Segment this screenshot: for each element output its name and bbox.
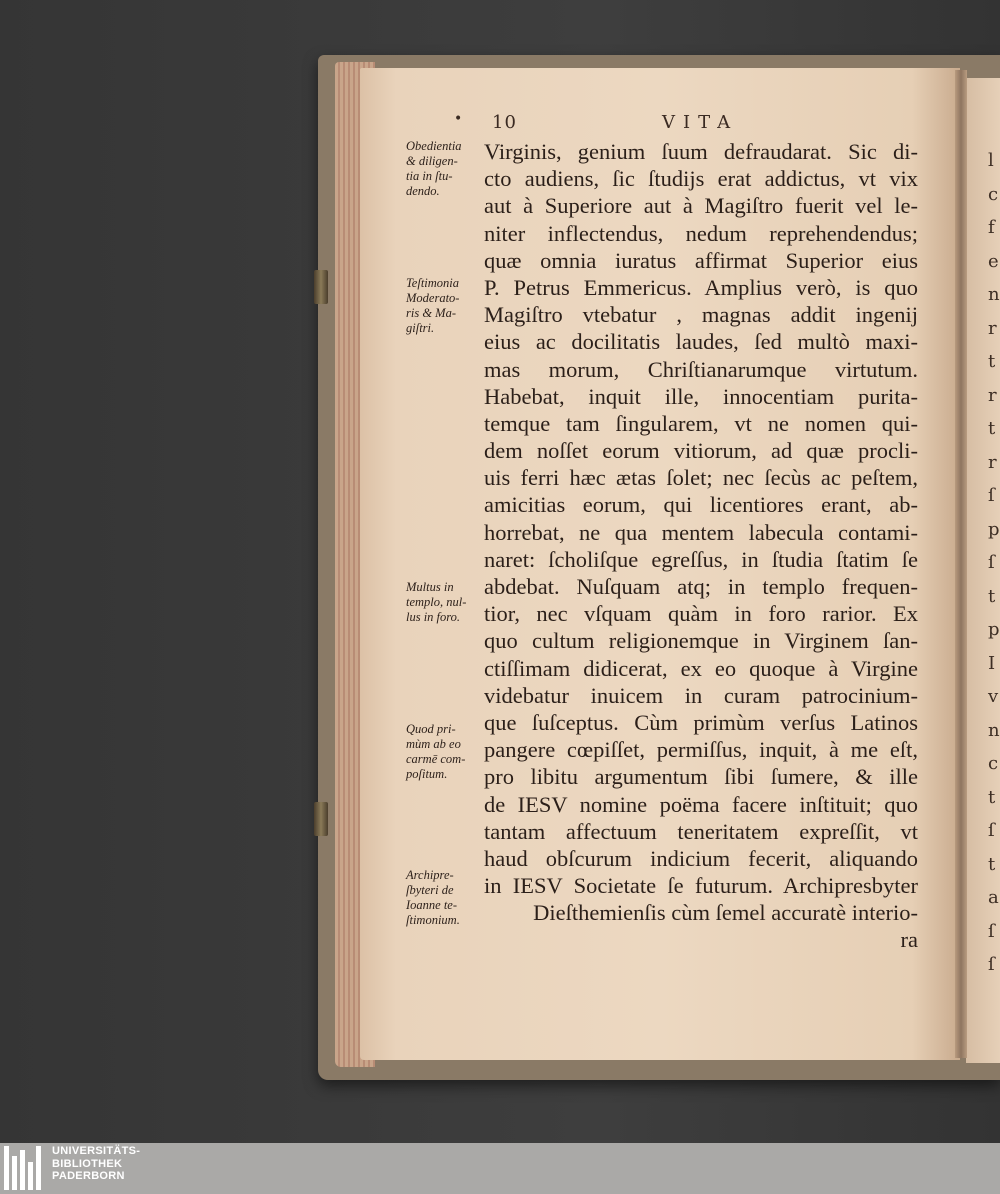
facing-page-letter: f xyxy=(988,217,995,238)
marginal-note-line: templo, nul- xyxy=(406,595,467,609)
facing-page-letter: r xyxy=(988,317,997,339)
facing-page-letter: t xyxy=(988,585,996,607)
facing-page-letter: p xyxy=(988,518,1000,540)
text-line: quo cultum religionemque in Virginem ſan- xyxy=(484,628,918,654)
marginal-note-line: tia in ſtu- xyxy=(406,169,453,183)
facing-page-letter: ſ xyxy=(988,485,995,506)
facing-page-letter: p xyxy=(988,619,1000,640)
text-line: quæ omnia iuratus affirmat Superior eius xyxy=(484,247,918,273)
marginal-note-archipresbyteri xyxy=(406,868,460,928)
marginal-note-line: carmē com- xyxy=(406,752,466,766)
text-line: eius ac docilitatis laudes, ſed multò maxi- xyxy=(484,329,918,355)
text-line: videbatur inuicem in curam patrocinium- xyxy=(484,682,918,708)
text-line: horrebat, ne qua mentem labecula contami- xyxy=(484,519,918,545)
marginal-note-line: ſtimonium. xyxy=(406,913,460,927)
text-line: tantam affectuum teneritatem expreſſit, vt xyxy=(484,818,918,844)
marginal-note-line: mùm ab eo xyxy=(406,737,461,751)
text-line: Virginis, genium ſuum defraudarat. Sic di- xyxy=(484,139,918,164)
text-line: cto audiens, ſic ſtudijs erat addictus, vt vix xyxy=(484,166,918,192)
text-line: mas morum, Chriſtianarumque virtutum. xyxy=(484,356,918,382)
facing-page-letter: t xyxy=(988,786,996,808)
text-line: abdebat. Nuſquam atq; in templo frequen- xyxy=(484,574,918,599)
text-line: in IESV Societate ſe futurum. Archipresbyter xyxy=(484,873,918,899)
facing-page-letter: t xyxy=(988,351,996,372)
text-line: pangere cœpiſſet, permiſſus, inquit, à me eſt, xyxy=(484,737,918,763)
marginal-note-line: Multus in xyxy=(406,580,454,594)
marginal-note-line: Ioanne te- xyxy=(406,898,458,912)
marginal-note-line: Quod pri- xyxy=(406,722,456,736)
body-text xyxy=(484,138,918,954)
clasp-top xyxy=(314,270,328,304)
text-line: de IESV nomine poëma facere inſtituit; quo xyxy=(484,791,918,817)
text-line: que ſuſceptus. Cùm primùm verſus Latinos xyxy=(484,709,918,735)
text-line: uis ferri hæc ætas ſolet; nec ſecùs ac peſtem, xyxy=(484,465,918,491)
text-line: Magiſtro vtebatur , magnas addit ingenij xyxy=(484,302,918,328)
facing-page-letter: n xyxy=(988,284,1000,305)
library-footer xyxy=(0,1143,1000,1194)
catchword: ra xyxy=(900,927,918,953)
text-line: niter inflectendus, nedum reprehendendus; xyxy=(484,220,918,246)
marginal-note-obedientia xyxy=(406,139,462,199)
facing-page xyxy=(966,78,1000,1063)
marginal-note-line: Obedientia xyxy=(406,139,462,153)
library-name-line3: PADERBORN xyxy=(52,1170,125,1182)
text-line: ctiſſimam didicerat, ex eo quoque à Virgine xyxy=(484,655,918,681)
text-line: P. Petrus Emmericus. Amplius verò, is quo xyxy=(484,274,918,300)
facing-page-letter: t xyxy=(988,418,996,439)
facing-page-letter: c xyxy=(988,753,999,774)
facing-page-letter: r xyxy=(988,384,997,406)
marginal-note-line: Teſtimonia xyxy=(406,276,460,290)
facing-page-letter: e xyxy=(988,250,999,272)
marginal-note-line: dendo. xyxy=(406,184,440,198)
marginal-note-line: lus in foro. xyxy=(406,610,461,624)
text-line: tior, nec vſquam quàm in foro rarior. Ex xyxy=(484,601,918,627)
marginal-note-line: Archipre- xyxy=(406,868,454,882)
marginal-note-line: & diligen- xyxy=(406,154,458,168)
text-line: haud obſcurum indicium fecerit, aliquando xyxy=(484,845,918,871)
marginal-note-carmen xyxy=(406,722,465,782)
book-gutter xyxy=(955,70,967,1058)
page-mark: • xyxy=(454,111,463,127)
facing-page-letter: a xyxy=(988,887,999,908)
library-name-line1: UNIVERSITÄTS- xyxy=(52,1145,141,1157)
facing-page-letter: v xyxy=(988,686,999,707)
text-line: dem noſſet eorum vitiorum, ad quæ procli- xyxy=(484,438,918,464)
marginal-note-line: giſtri. xyxy=(406,321,435,335)
text-line: Dieſthemienſis cùm ſemel accuratè interio- xyxy=(533,900,918,926)
facing-page-letter: ſ xyxy=(988,820,995,841)
text-line: amicitias eorum, qui licentiores erant, ab- xyxy=(484,492,918,518)
facing-page-letter: ſ xyxy=(988,552,995,573)
marginal-note-line: Moderato- xyxy=(406,291,460,305)
marginal-note-line: ris & Ma- xyxy=(406,306,456,320)
facing-page-letter: n xyxy=(988,719,1000,741)
facing-page-letter: t xyxy=(988,853,996,875)
library-name-line2: BIBLIOTHEK xyxy=(52,1157,123,1170)
facing-page-letter: ſ xyxy=(988,954,995,975)
library-logo-icon xyxy=(4,1146,44,1190)
facing-page-letter: c xyxy=(988,183,999,205)
text-line: aut à Superiore aut à Magiſtro fuerit vel le- xyxy=(484,193,918,219)
text-line: naret: ſcholiſque egreſſus, in ſtudia ſtatim ſe xyxy=(484,546,918,572)
facing-page-letter: l xyxy=(988,150,994,171)
marginal-note-testimonia xyxy=(406,276,459,336)
facing-page-letter: I xyxy=(988,652,996,674)
text-line: pro libitu argumentum ſibi ſumere, & ille xyxy=(484,764,918,790)
marginal-note-line: ſbyteri de xyxy=(406,883,454,897)
running-title: VITA xyxy=(662,112,739,133)
library-name xyxy=(52,1145,140,1183)
text-line: Habebat, inquit ille, innocentiam purita- xyxy=(484,383,918,409)
page-number: 10 xyxy=(492,112,517,133)
clasp-bottom xyxy=(314,802,328,836)
marginal-note-line: poſitum. xyxy=(406,767,448,781)
facing-page-letter: r xyxy=(988,451,997,473)
marginal-note-multus xyxy=(406,580,466,625)
facing-page-letter: ſ xyxy=(988,920,995,942)
text-line: temque tam ſingularem, vt ne nomen qui- xyxy=(484,410,918,436)
